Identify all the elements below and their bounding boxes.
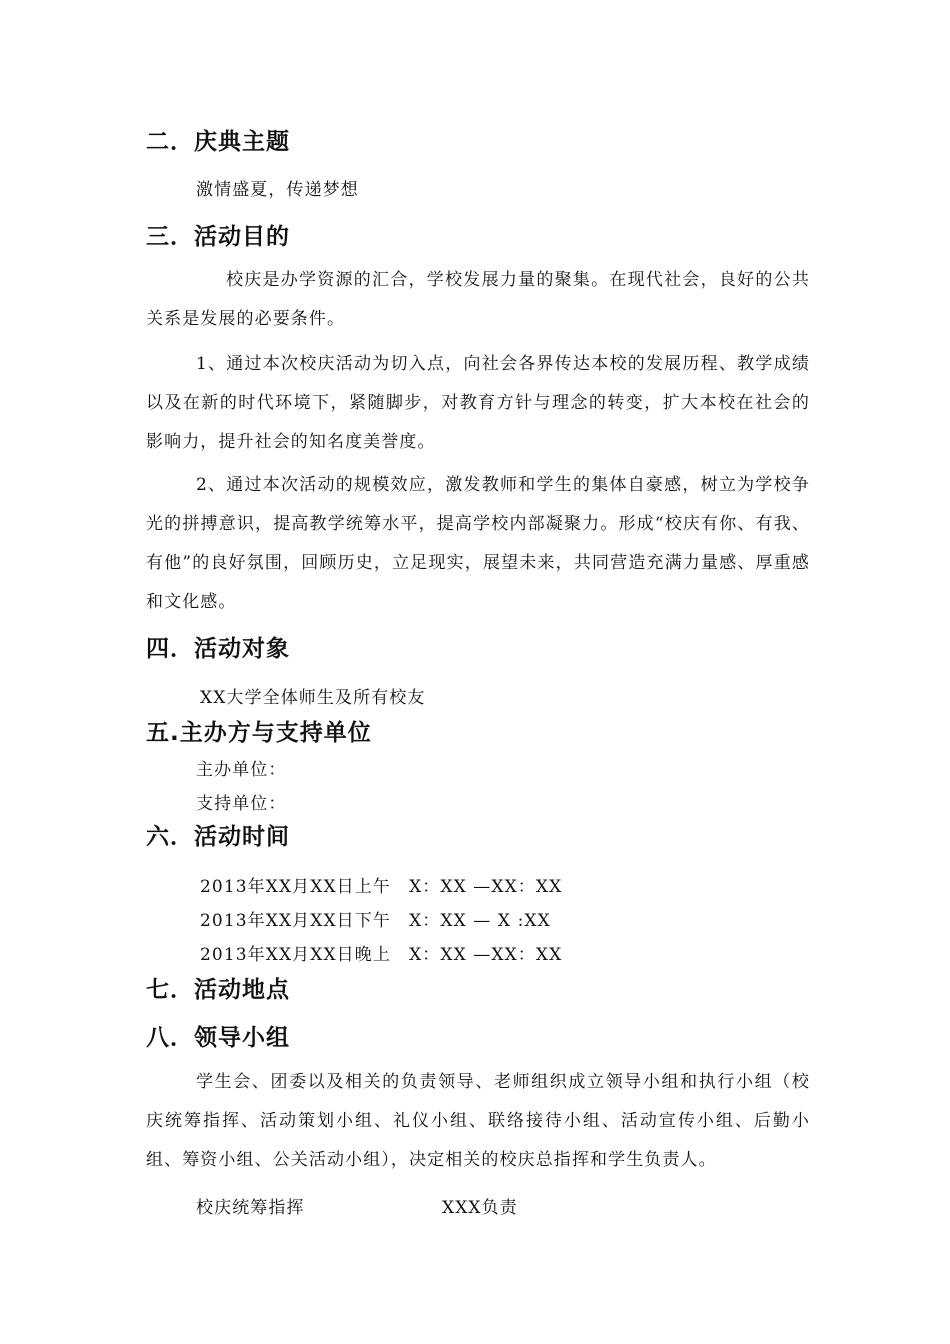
support-unit-label: 支持单位：: [196, 794, 287, 814]
section-heading-time: 六．活动时间: [146, 824, 290, 850]
section-heading-purpose: 三．活动目的: [146, 224, 290, 250]
section-heading-organizers: 五.主办方与支持单位: [146, 720, 372, 746]
purpose-intro-paragraph: 校庆是办学资源的汇合，学校发展力量的聚集。在现代社会，良好的公共关系是发展的必要条件。: [146, 270, 810, 329]
role-label: 校庆统筹指挥: [196, 1198, 305, 1218]
section-heading-theme: 二．庆典主题: [146, 129, 290, 155]
section-heading-location: 七．活动地点: [146, 977, 290, 1003]
theme-text: 激情盛夏，传递梦想: [196, 180, 359, 200]
purpose-item-2: 2、通过本次活动的规模效应，激发教师和学生的集体自豪感，树立为学校争光的拼搏意识，提高教学统筹水平，提高学校内部凝聚力。形成“校庆有你、有我、有他”的良好氛围，回顾历史，立足现实，展望未来，共同营造充满力量感、厚重感和文化感。: [146, 475, 810, 612]
section-heading-audience: 四．活动对象: [146, 636, 290, 662]
host-unit-label: 主办单位：: [196, 760, 287, 780]
time-row-morning: 2013年XX月XX日上午 X：XX —XX：XX: [200, 877, 563, 897]
time-row-afternoon: 2013年XX月XX日下午 X：XX — X :XX: [200, 911, 551, 931]
audience-text: XX大学全体师生及所有校友: [200, 688, 426, 708]
purpose-item-1: 1、通过本次校庆活动为切入点，向社会各界传达本校的发展历程、教学成绩以及在新的时代环境下，紧随脚步，对教育方针与理念的转变，扩大本校在社会的影响力，提升社会的知名度美誉度。: [146, 354, 810, 452]
leadership-paragraph: 学生会、团委以及相关的负责领导、老师组织成立领导小组和执行小组（校庆统筹指挥、活动策划小组、礼仪小组、联络接待小组、活动宣传小组、后勤小组、筹资小组、公关活动小组），决定相关的校庆总指挥和学生负责人。: [146, 1072, 810, 1170]
time-row-evening: 2013年XX月XX日晚上 X：XX —XX：XX: [200, 945, 563, 965]
role-owner: XXX负责: [442, 1198, 518, 1218]
section-heading-leadership: 八．领导小组: [146, 1025, 290, 1051]
